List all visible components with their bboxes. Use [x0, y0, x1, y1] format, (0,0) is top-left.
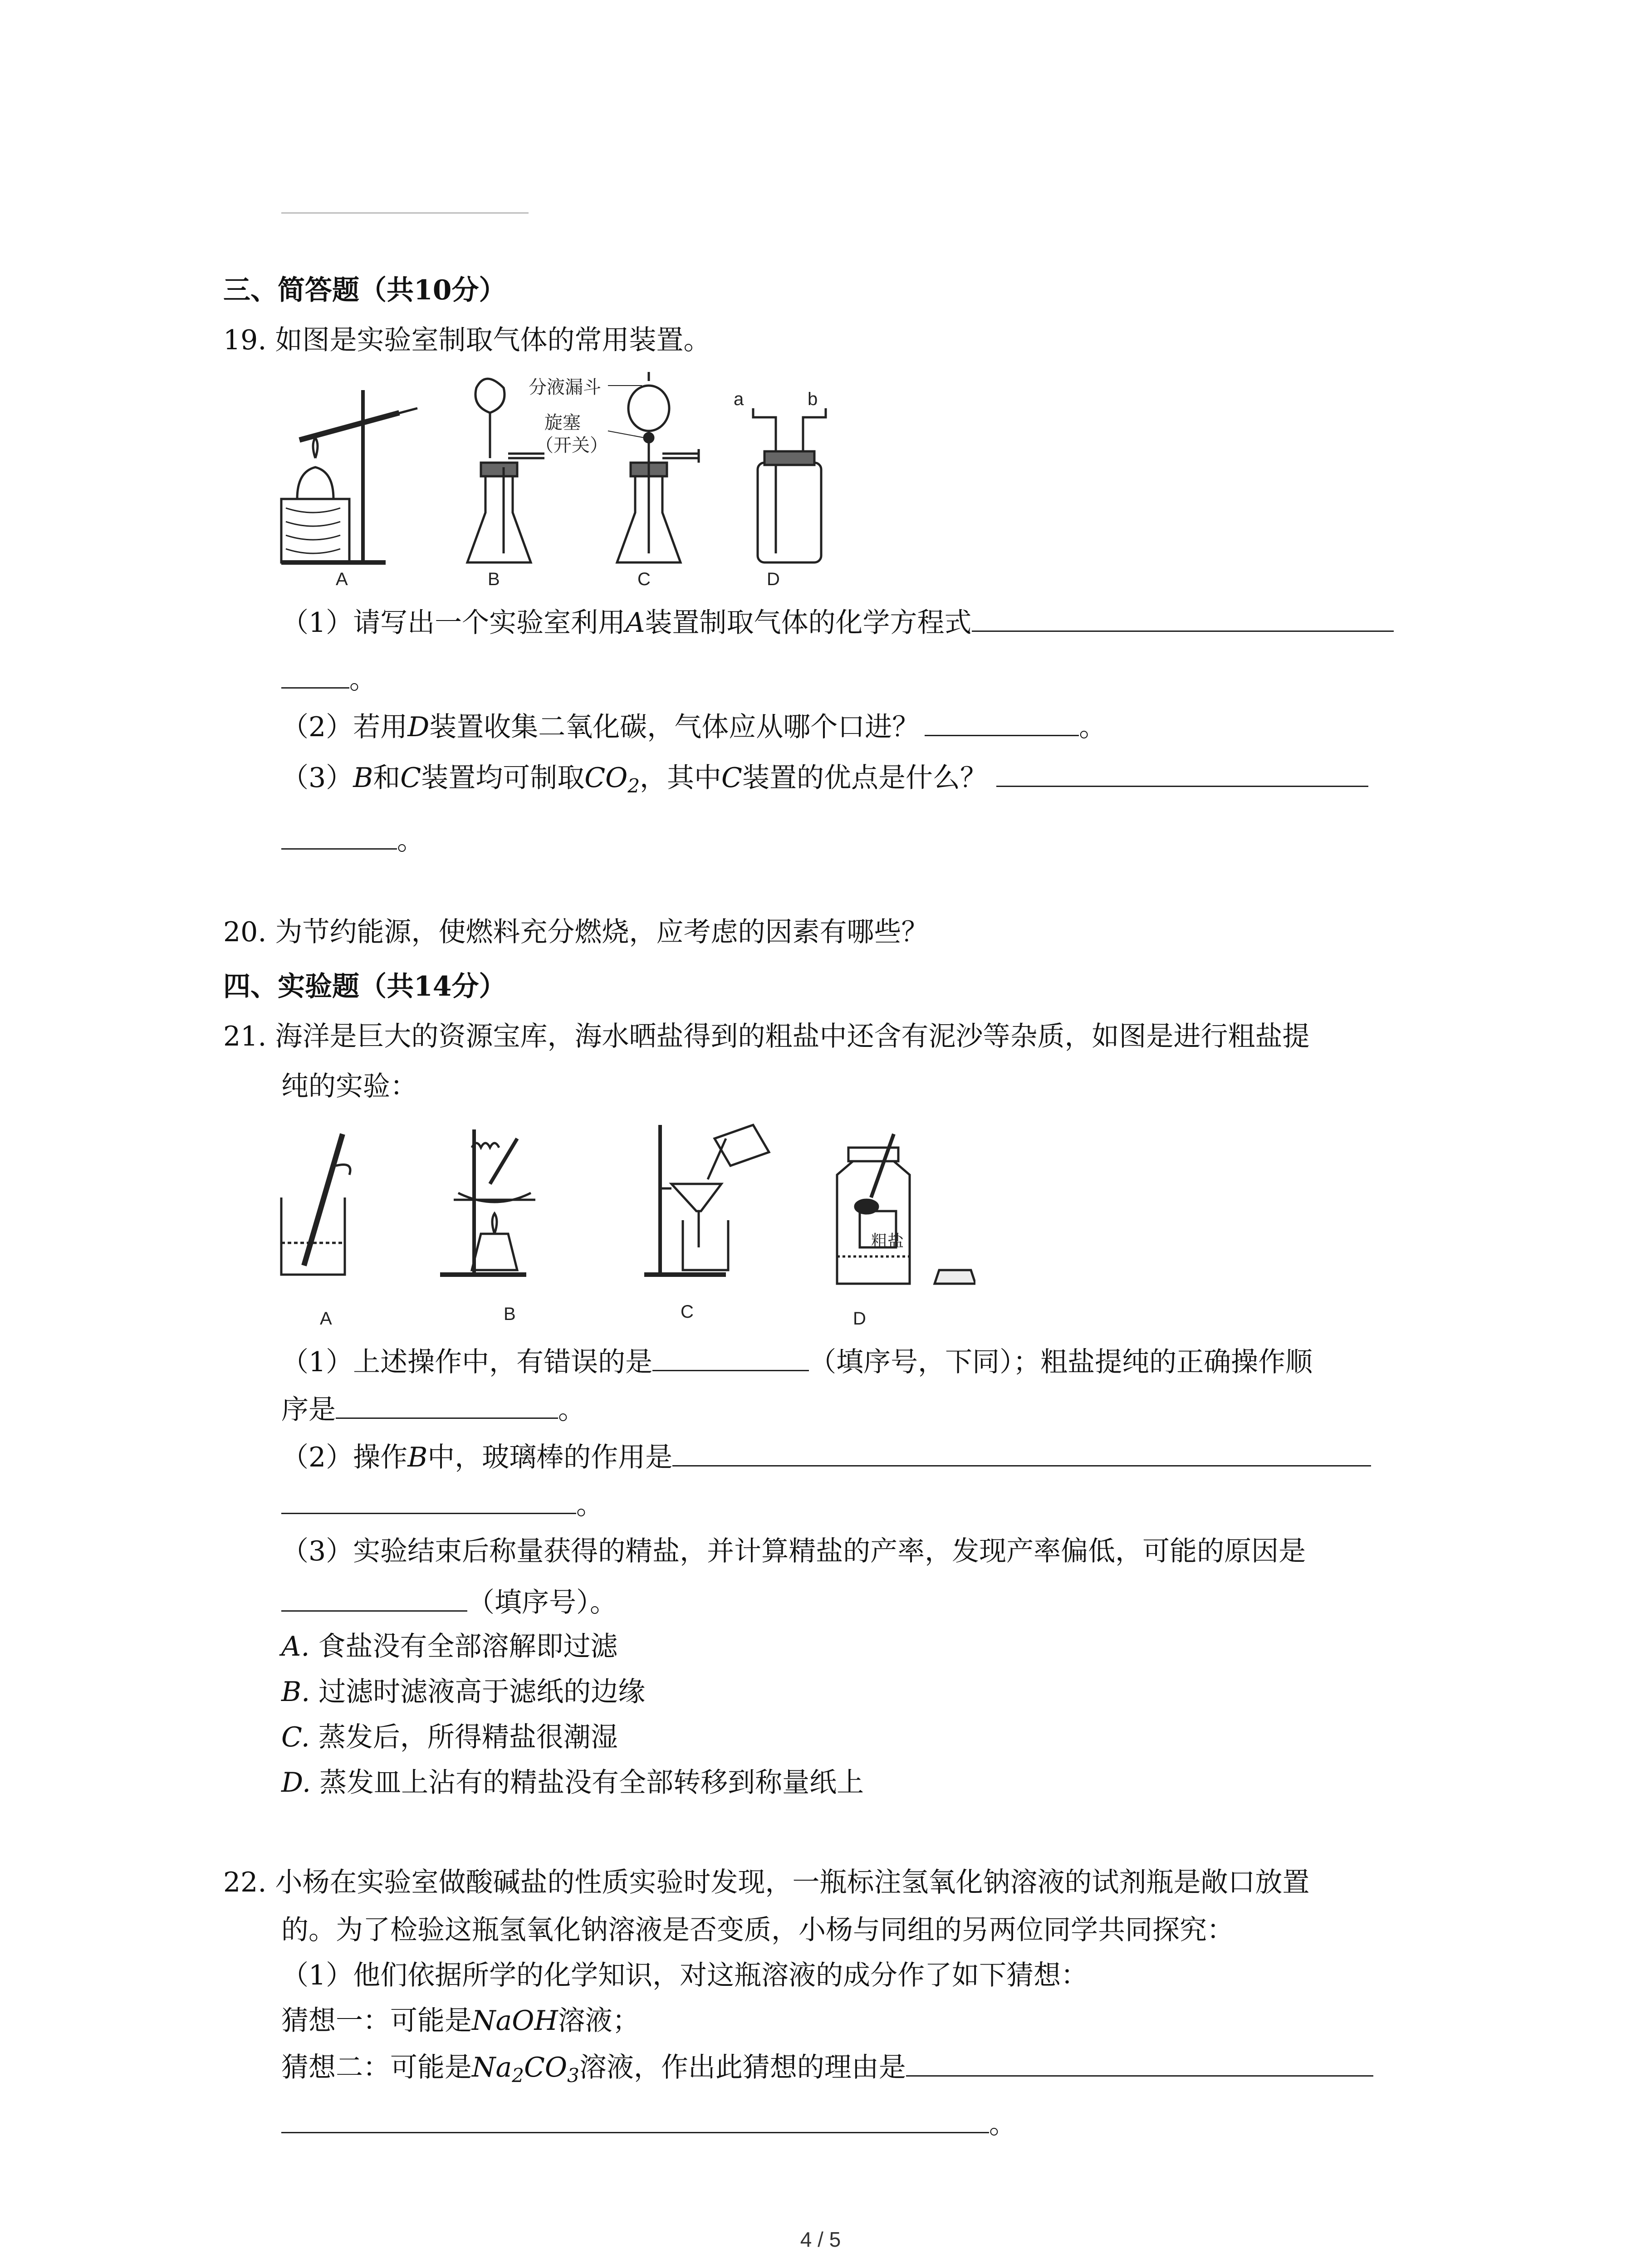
q22-guess2-sub2: 3 — [567, 2064, 579, 2087]
apparatus-b — [467, 379, 544, 562]
q21-p1-text: （1）上述操作中，有错误的是 — [281, 1346, 653, 1378]
q19-p3-text3: ，其中 — [640, 762, 722, 794]
answer-blank-q21-1a[interactable] — [652, 1343, 809, 1371]
q19-p1-var: A — [625, 607, 645, 639]
label-port-b: b — [808, 389, 818, 409]
label-crude-salt: 粗盐 — [871, 1232, 904, 1250]
label-apparatus-b: B — [488, 569, 500, 589]
apparatus-c — [617, 372, 699, 562]
option-key: D. — [281, 1767, 311, 1799]
label-switch: （开关） — [535, 435, 608, 455]
label-apparatus-c: C — [637, 569, 651, 589]
question-21-stem-line2: 纯的实验： — [281, 1070, 417, 1102]
q19-p1-text2: 装置制取气体的化学方程式 — [645, 607, 972, 639]
label-operation-c: C — [681, 1302, 694, 1322]
q19-p3-var2: C — [400, 762, 421, 794]
q21-p1-text2: （填序号，下同）；粗盐提纯的正确操作顺 — [809, 1346, 1313, 1378]
label-operation-d: D — [853, 1309, 866, 1329]
answer-blank-q21-1b[interactable] — [336, 1390, 558, 1419]
q21-part2-cont — [281, 1486, 603, 1523]
answer-blank-q19-3-cont[interactable] — [281, 821, 397, 850]
label-apparatus-d: D — [767, 569, 780, 589]
q21-option-b — [281, 1674, 645, 1710]
q19-p2-text: （2）若用 — [281, 711, 408, 743]
q21-part1 — [281, 1343, 1313, 1380]
q19-part1-cont — [281, 660, 377, 698]
q19-p3-text4: 装置的优点是什么？ — [742, 762, 987, 794]
question-19-stem: 19. 如图是实验室制取气体的常用装置。 — [223, 324, 711, 356]
q19-p3-end: 。 — [397, 825, 424, 856]
q22-guess1-pre: 猜想一：可能是 — [281, 2005, 472, 2037]
page-number: 4 / 5 — [800, 2228, 841, 2251]
q21-p2-text2: 中，玻璃棒的作用是 — [427, 1442, 673, 1473]
q22-guess2 — [281, 2048, 1373, 2094]
label-stopcock: 旋塞 — [544, 413, 581, 433]
q19-p1-text: （1）请写出一个实验室利用 — [281, 607, 626, 639]
q22-guess2-end: 。 — [989, 2108, 1016, 2140]
q21-p1-end: 。 — [558, 1394, 585, 1426]
option-text: 过滤时滤液高于滤纸的边缘 — [310, 1676, 646, 1708]
q19-p1-end: 。 — [349, 664, 377, 695]
q22-part1: （1）他们依据所学的化学知识，对这瓶溶液的成分作了如下猜想： — [281, 1960, 1088, 1991]
q19-part2 — [281, 708, 1106, 745]
label-operation-a: A — [320, 1309, 332, 1329]
q21-part2 — [281, 1438, 1371, 1476]
option-text: 蒸发后，所得精盐很潮湿 — [309, 1721, 618, 1753]
operation-a — [281, 1134, 350, 1275]
option-text: 食盐没有全部溶解即过滤 — [309, 1631, 618, 1662]
label-apparatus-a: A — [336, 569, 348, 589]
q22-guess2-pre: 猜想二：可能是 — [281, 2052, 472, 2083]
q21-part3-cont — [281, 1583, 617, 1621]
q21-p3-end: （填序号）。 — [467, 1587, 617, 1618]
q19-p2-text2: 装置收集二氧化碳，气体应从哪个口进？ — [429, 711, 920, 743]
q19-p3-var3: C — [721, 762, 742, 794]
q21-part3: （3）实验结束后称量获得的精盐，并计算精盐的产率，发现产率偏低，可能的原因是 — [281, 1535, 1306, 1567]
answer-blank-q22-1[interactable] — [906, 2048, 1373, 2077]
q21-part1-line2 — [281, 1390, 585, 1428]
q22-guess2-sub1: 2 — [512, 2064, 524, 2087]
q21-apparatus-figure — [272, 1120, 975, 1302]
section-title: 三、简答题（共10分） — [223, 274, 506, 306]
answer-blank-q22-1-cont[interactable] — [281, 2105, 989, 2133]
answer-blank-q19-1[interactable] — [972, 603, 1394, 632]
q19-p3-var1: B — [353, 762, 373, 794]
q21-p2-text: （2）操作 — [281, 1442, 408, 1473]
option-key: A. — [281, 1631, 310, 1662]
q22-guess2-co: CO — [524, 2052, 568, 2083]
q19-part3 — [281, 758, 1368, 804]
q19-p3-formula: CO — [584, 762, 628, 794]
question-20-stem: 20. 为节约能源，使燃料充分燃烧，应考虑的因素有哪些？ — [223, 916, 929, 948]
q19-p2-var: D — [407, 711, 430, 743]
question-21-stem-line1: 21. 海洋是巨大的资源宝库，海水晒盐得到的粗盐中还含有泥沙等杂质，如图是进行粗盐提 — [223, 1021, 1310, 1052]
q19-p3-text2: 装置均可制取 — [421, 762, 585, 794]
q19-p3-text: （3） — [281, 762, 353, 794]
q21-p2-var: B — [407, 1442, 428, 1473]
answer-blank-q19-2[interactable] — [925, 708, 1079, 736]
answer-blank-q19-3[interactable] — [996, 758, 1368, 787]
operation-d — [837, 1134, 975, 1284]
answer-blank-q21-2[interactable] — [672, 1438, 1371, 1466]
header-rule — [281, 212, 529, 214]
answer-blank-q21-2-cont[interactable] — [281, 1486, 576, 1514]
q22-guess1 — [281, 2003, 640, 2039]
q22-guess2-cont — [281, 2105, 1016, 2142]
label-separating-funnel: 分液漏斗 — [529, 377, 601, 397]
answer-blank-q21-3[interactable] — [281, 1583, 467, 1612]
q21-p1-line2: 序是 — [281, 1394, 336, 1426]
option-key: C. — [281, 1721, 310, 1753]
label-port-a: a — [734, 389, 744, 409]
q22-guess1-formula: NaOH — [472, 2005, 558, 2037]
q22-guess1-post: 溶液； — [558, 2005, 640, 2037]
operation-b — [440, 1129, 535, 1275]
q19-part1 — [281, 603, 1394, 641]
answer-blank-q19-1-cont[interactable] — [281, 660, 349, 689]
operation-c — [644, 1125, 769, 1275]
q19-p2-end: 。 — [1079, 711, 1107, 743]
section-title-4: 四、实验题（共14分） — [223, 971, 506, 1002]
question-22-stem-line2: 的。为了检验这瓶氢氧化钠溶液是否变质，小杨与同组的另两位同学共同探究： — [281, 1914, 1234, 1946]
option-key: B. — [281, 1676, 310, 1708]
option-text: 蒸发皿上沾有的精盐没有全部转移到称量纸上 — [311, 1767, 864, 1799]
q21-option-d — [281, 1765, 864, 1801]
q19-p3-subscript: 2 — [627, 775, 640, 797]
apparatus-a — [281, 390, 417, 562]
q21-option-c — [281, 1719, 618, 1755]
label-operation-b: B — [504, 1304, 516, 1324]
q19-p3-and: 和 — [373, 762, 401, 794]
q21-p2-end: 。 — [576, 1489, 603, 1521]
apparatus-d — [753, 408, 826, 562]
q21-option-a — [281, 1628, 617, 1665]
q22-guess2-na: Na — [472, 2052, 512, 2083]
q19-part3-cont — [281, 821, 424, 859]
question-22-stem-line1: 22. 小杨在实验室做酸碱盐的性质实验时发现，一瓶标注氢氧化钠溶液的试剂瓶是敞口放置 — [223, 1867, 1310, 1898]
q22-guess2-post: 溶液，作出此猜想的理由是 — [579, 2052, 906, 2083]
